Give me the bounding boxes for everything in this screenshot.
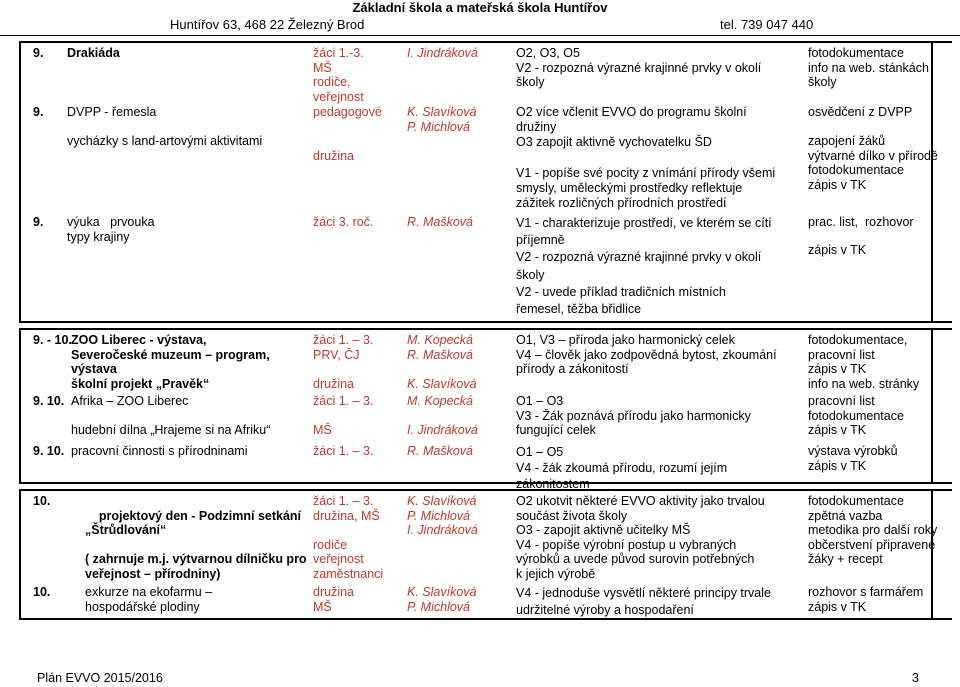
responsible-cell: M. Kopecká I. Jindráková xyxy=(407,394,478,438)
responsible-cell: R. Mašková xyxy=(407,215,473,229)
output-cell: fotodokumentace zpětná vazba metodika pro další roky občerstvení připravené žáky + recept xyxy=(808,494,938,567)
table-section-2 xyxy=(19,328,952,491)
goals-cell: O1, V3 – příroda jako harmonický celek V4 – člověk jako zodpovědná bytost, zkoumání přírody a zákonitostí xyxy=(516,333,777,377)
table-section-1 xyxy=(19,41,952,323)
page-number: 3 xyxy=(912,671,919,685)
goals-cell: V4 - jednoduše vysvětlí některé principy trvale udržitelné výroby a hospodaření xyxy=(516,586,771,617)
school-address: Huntířov 63, 468 22 Železný Brod xyxy=(170,17,365,32)
participants-cell: žáci 1. – 3. xyxy=(313,444,374,458)
activity-cell: exkurze na ekofarmu – hospodářské plodiny xyxy=(85,585,213,614)
activity-cell: Drakiáda xyxy=(67,46,120,60)
participants-cell: žáci 1. – 3. družina, MŠ rodiče veřejnost zaměstnanci xyxy=(313,494,384,581)
goals-cell: O1 – O5 V4 - žák zkoumá přírodu, rozumí jejím zákonitostem xyxy=(516,445,728,491)
month-cell: 9. xyxy=(33,215,44,229)
month-cell: 9. 10. xyxy=(33,394,65,408)
activity-cell: výuka prvouka typy krajiny xyxy=(67,215,155,244)
month-cell: 9. - 10. xyxy=(33,333,72,347)
output-cell: prac. list, rozhovor zápis v TK xyxy=(808,215,914,257)
activity-cell: ZOO Liberec - výstava, Severočeské muzeum – program, výstava školní projekt „Pravěk“ xyxy=(71,333,270,391)
table-section-3 xyxy=(19,489,952,620)
goals-cell: O2 ukotvit některé EVVO aktivity jako trvalou součást života školy O3 - zapojit aktivně učitelky MŠ V4 - popíše výrobní postup u vybraných výrobků a uvede původ surovin potřebných k jejich výrobě xyxy=(516,494,765,581)
goals-cell: V1 - charakterizuje prostředí, ve kterém se cítí příjemně V2 - rozpozná výrazné krajinné prvky v okolí školy V2 - uvede příklad tradičních místních řemesel, těžba břidlice xyxy=(516,216,772,317)
participants-cell: žáci 1. – 3. MŠ xyxy=(313,394,374,438)
responsible-cell: K. Slavíková P. Michlová I. Jindráková xyxy=(407,494,478,538)
output-cell: pracovní list fotodokumentace zápis v TK xyxy=(808,394,904,438)
activity-cell: DVPP - řemesla vycházky s land-artovými aktivitami xyxy=(67,105,263,149)
month-cell: 9. 10. xyxy=(33,444,65,458)
output-cell: výstava výrobků zápis v TK xyxy=(808,444,898,473)
output-cell: rozhovor s farmářem zápis v TK xyxy=(808,585,924,614)
month-cell: 9. xyxy=(33,46,44,60)
participants-cell: žáci 1. – 3. PRV, ČJ družina xyxy=(313,333,374,391)
participants-cell: žáci 1.-3. MŠ rodiče, veřejnost xyxy=(313,46,364,104)
responsible-cell: I. Jindráková xyxy=(407,46,478,60)
responsible-cell: K. Slavíková P. Michlová xyxy=(407,105,477,134)
activity-title: projektový den - Podzimní setkání „Štrůdlování“ ( zahrnuje m.j. výtvarnou dílničku pro veřejnost – přírodniny) xyxy=(85,508,307,581)
activity-cell xyxy=(85,494,307,596)
school-name: Základní škola a mateřská škola Huntířov xyxy=(352,0,608,15)
output-cell: fotodokumentace, pracovní list zápis v TK info na web. stránky xyxy=(808,333,920,391)
month-cell: 10. xyxy=(33,494,51,508)
output-cell: fotodokumentace info na web. stánkách školy xyxy=(808,46,929,90)
participants-cell: družina MŠ xyxy=(313,585,354,614)
header-rule xyxy=(0,35,960,36)
participants-cell: pedagogové družina xyxy=(313,105,382,163)
responsible-cell: M. Kopecká R. Mašková K. Slavíková xyxy=(407,333,477,391)
output-cell: osvědčení z DVPP zapojení žáků výtvarné dílko v přírodě fotodokumentace zápis v TK xyxy=(808,105,938,192)
activity-cell: pracovní činnosti s přírodninami xyxy=(71,444,248,458)
month-cell: 10. xyxy=(33,585,51,599)
goals-cell: O1 – O3 V3 - Žák poznává přírodu jako harmonicky fungující celek xyxy=(516,394,751,438)
participants-cell: žáci 3. roč. xyxy=(313,215,374,229)
month-cell: 9. xyxy=(33,105,44,119)
footer-doc-title: Plán EVVO 2015/2016 xyxy=(37,671,163,685)
responsible-cell: K. Slavíková P. Michlová xyxy=(407,585,477,614)
goals-cell: O2 více včlenit EVVO do programu školní družiny O3 zapojit aktivně vychovatelku ŠD V1 - popíše své pocity z vnímání přírody všemi smysly, uměleckými prostředky reflektuje zážitek rozličných přírodních prostředí xyxy=(516,105,776,211)
school-phone: tel. 739 047 440 xyxy=(720,17,814,32)
activity-cell: Afrika – ZOO Liberec hudební dílna „Hrajeme si na Afriku“ xyxy=(71,394,271,438)
goals-cell: O2, O3, O5 V2 - rozpozná výrazné krajinné prvky v okolí školy xyxy=(516,46,762,90)
responsible-cell: R. Mašková xyxy=(407,444,473,458)
